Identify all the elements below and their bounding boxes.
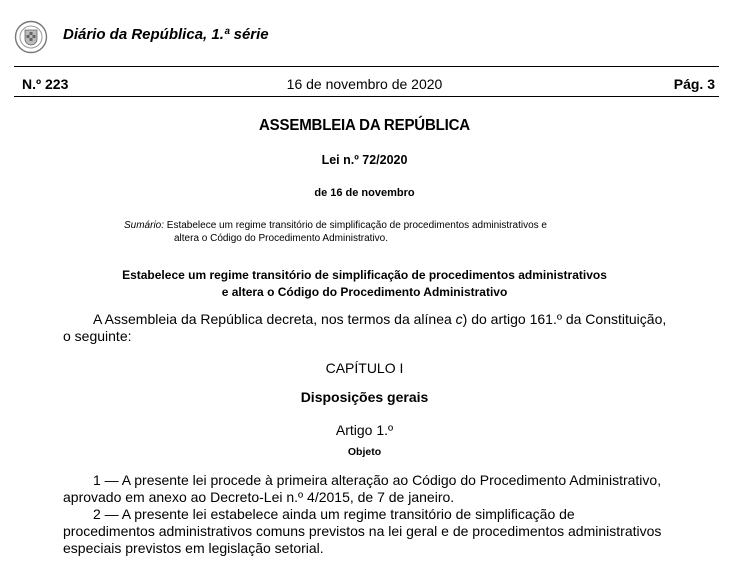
law-date: de 16 de novembro	[314, 187, 415, 199]
summary-label: Sumário:	[124, 220, 165, 231]
issue-number: N.º 223	[22, 76, 69, 92]
intro-text-italic: c	[455, 311, 463, 327]
chapter-title: Disposições gerais	[300, 389, 429, 405]
article-heading: Artigo 1.º	[335, 422, 394, 438]
chapter-heading: CAPÍTULO I	[325, 360, 404, 376]
intro-paragraph	[63, 311, 668, 345]
intro-text-a: A Assembleia da República decreta, nos termos da alínea	[93, 311, 456, 327]
article-paragraph-2: 2 — A presente lei estabelece ainda um regime transitório de simplificação de procedimentos administrativos comuns previstos na lei geral e de procedimentos administrativos especiais previstos em legislação setorial.	[63, 506, 662, 556]
header-divider-bottom	[14, 96, 719, 97]
summary-line-1: Estabelece um regime transitório de simplificação de procedimentos administrativos e	[164, 220, 547, 231]
page-number: Pág. 3	[673, 76, 715, 92]
journal-title: Diário da República, 1.ª série	[63, 26, 269, 43]
issuer-heading: ASSEMBLEIA DA REPÚBLICA	[258, 117, 470, 134]
subtitle-line-2: e altera o Código do Procedimento Administrativo	[221, 285, 508, 299]
summary	[124, 219, 614, 245]
coat-of-arms-icon	[14, 20, 48, 54]
law-number: Lei n.º 72/2020	[321, 153, 408, 167]
subtitle-line-1: Estabelece um regime transitório de simplificação de procedimentos administrativos	[122, 268, 607, 282]
article-paragraph-1: 1 — A presente lei procede à primeira alteração ao Código do Procedimento Administrativo, aprovado em anexo ao Decreto-Lei n.º 4/2015, de 7 de janeiro.	[63, 472, 662, 505]
intro-text-b: ) do artigo 161.º da Constituição, o seguinte:	[63, 311, 667, 344]
summary-line-2: altera o Código do Procedimento Administrativo.	[174, 233, 389, 244]
issue-date: 16 de novembro de 2020	[286, 76, 443, 92]
header-divider	[14, 66, 719, 67]
law-subtitle	[0, 267, 729, 301]
article-title: Objeto	[347, 446, 382, 458]
